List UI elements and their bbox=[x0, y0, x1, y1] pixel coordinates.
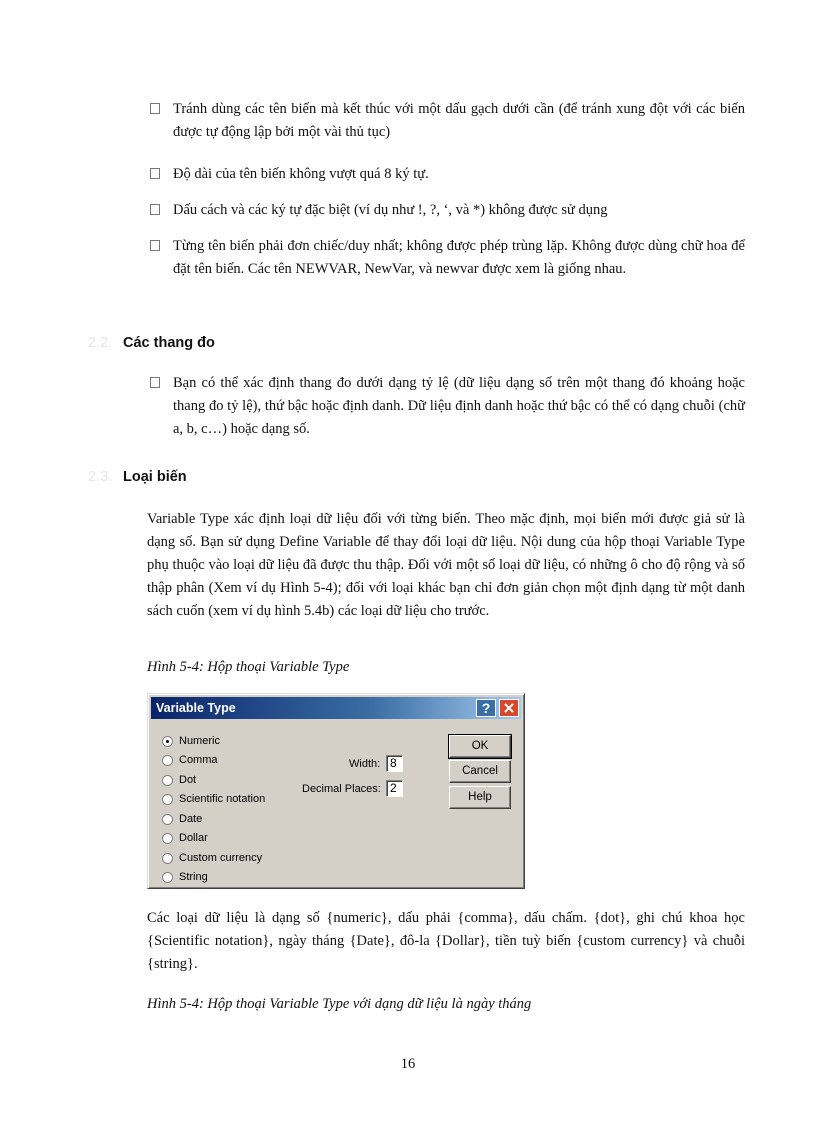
bullet-box-icon bbox=[150, 240, 160, 251]
radio-icon bbox=[162, 794, 173, 805]
decimal-places-field[interactable]: 2 bbox=[386, 780, 403, 797]
radio-label: Comma bbox=[179, 754, 218, 766]
radio-label: String bbox=[179, 871, 208, 883]
width-field[interactable]: 8 bbox=[386, 755, 403, 772]
decimal-places-label: Decimal Places: bbox=[302, 783, 381, 795]
section-heading bbox=[88, 469, 187, 485]
bullet-item bbox=[150, 235, 745, 281]
variable-type-dialog bbox=[147, 693, 525, 889]
help-icon[interactable]: ? bbox=[476, 699, 496, 717]
radio-icon bbox=[162, 833, 173, 844]
bullet-box-icon bbox=[150, 377, 160, 388]
radio-selected-icon bbox=[162, 736, 173, 747]
figure-caption: Hình 5-4: Hộp thoại Variable Type với dạng dữ liệu là ngày tháng bbox=[147, 996, 532, 1012]
section-heading bbox=[88, 335, 215, 351]
bullet-text: Dấu cách và các ký tự đặc biệt (ví dụ như !, ?, ‘, và *) không được sử dụng bbox=[173, 202, 608, 218]
bullet-text: Bạn có thể xác định thang đo dưới dạng tỷ lệ (dữ liệu dạng số trên một thang đó khoảng hoặc thang đo tỷ lệ), thứ bậc hoặc định danh. Dữ liệu định danh hoặc thứ bậc có thể có dạng chuỗi (chữ a, b, c…) hoặc dạng số. bbox=[173, 375, 745, 437]
radio-icon bbox=[162, 853, 173, 864]
radio-icon bbox=[162, 872, 173, 883]
dialog-titlebar[interactable] bbox=[151, 697, 521, 719]
help-button[interactable]: Help bbox=[449, 786, 511, 809]
radio-label: Numeric bbox=[179, 735, 220, 747]
ok-button[interactable]: OK bbox=[449, 735, 511, 758]
dialog-title: Variable Type bbox=[156, 701, 236, 715]
bullet-text: Từng tên biến phải đơn chiếc/duy nhất; không được phép trùng lặp. Không được dùng chữ hoa để đặt tên biến. Các tên NEWVAR, NewVar, và newvar được xem là giống nhau. bbox=[173, 238, 745, 277]
radio-icon bbox=[162, 775, 173, 786]
width-label: Width: bbox=[349, 758, 381, 770]
radio-label: Custom currency bbox=[179, 852, 263, 864]
bullet-item bbox=[150, 98, 745, 144]
page-number: 16 bbox=[400, 1056, 416, 1072]
section-title: Các thang đo bbox=[123, 335, 215, 351]
radio-label: Dot bbox=[179, 774, 197, 786]
figure-caption: Hình 5-4: Hộp thoại Variable Type bbox=[147, 659, 350, 675]
radio-label: Scientific notation bbox=[179, 793, 266, 805]
section-number: 2.2. bbox=[88, 335, 113, 351]
bullet-text: Tránh dùng các tên biến mà kết thúc với một dấu gạch dưới cần (để tránh xung đột với các biến được tự động lập bởi một vài thủ tục) bbox=[173, 101, 745, 140]
radio-icon bbox=[162, 755, 173, 766]
bullet-item bbox=[150, 372, 745, 441]
radio-icon bbox=[162, 814, 173, 825]
bullet-box-icon bbox=[150, 103, 160, 114]
bullet-box-icon bbox=[150, 204, 160, 215]
body-paragraph: Variable Type xác định loại dữ liệu đối với từng biến. Theo mặc định, mọi biến mới được giả sử là dạng số. Bạn sử dụng Define Variable để thay đổi loại dữ liệu. Nội dung của hộp thoại Variable Type phụ thuộc vào loại dữ liệu đã được thu thập. Đối với một số loại dữ liệu, có những ô cho độ rộng và số thập phân (Xem ví dụ Hình 5-4); đối với loại khác bạn chỉ đơn giản chọn một định dạng từ một danh sách cuốn (xem ví dụ hình 5.4b) các loại dữ liệu cho trước. bbox=[147, 511, 745, 619]
bullet-box-icon bbox=[150, 168, 160, 179]
section-title: Loại biến bbox=[123, 469, 187, 485]
section-number: 2.3. bbox=[88, 469, 113, 485]
close-icon[interactable] bbox=[499, 699, 519, 717]
bullet-item bbox=[150, 163, 745, 186]
body-paragraph: Các loại dữ liệu là dạng số {numeric}, dấu phải {comma}, dấu chấm. {dot}, ghi chú khoa học {Scientific notation}, ngày tháng {Date}, đô-la {Dollar}, tiền tuỳ biến {custom currency} và chuỗi {string}. bbox=[147, 910, 745, 972]
cancel-button[interactable]: Cancel bbox=[449, 760, 511, 783]
bullet-text: Độ dài của tên biến không vượt quá 8 ký tự. bbox=[173, 166, 429, 182]
radio-label: Dollar bbox=[179, 832, 208, 844]
bullet-item bbox=[150, 199, 745, 222]
radio-label: Date bbox=[179, 813, 203, 825]
